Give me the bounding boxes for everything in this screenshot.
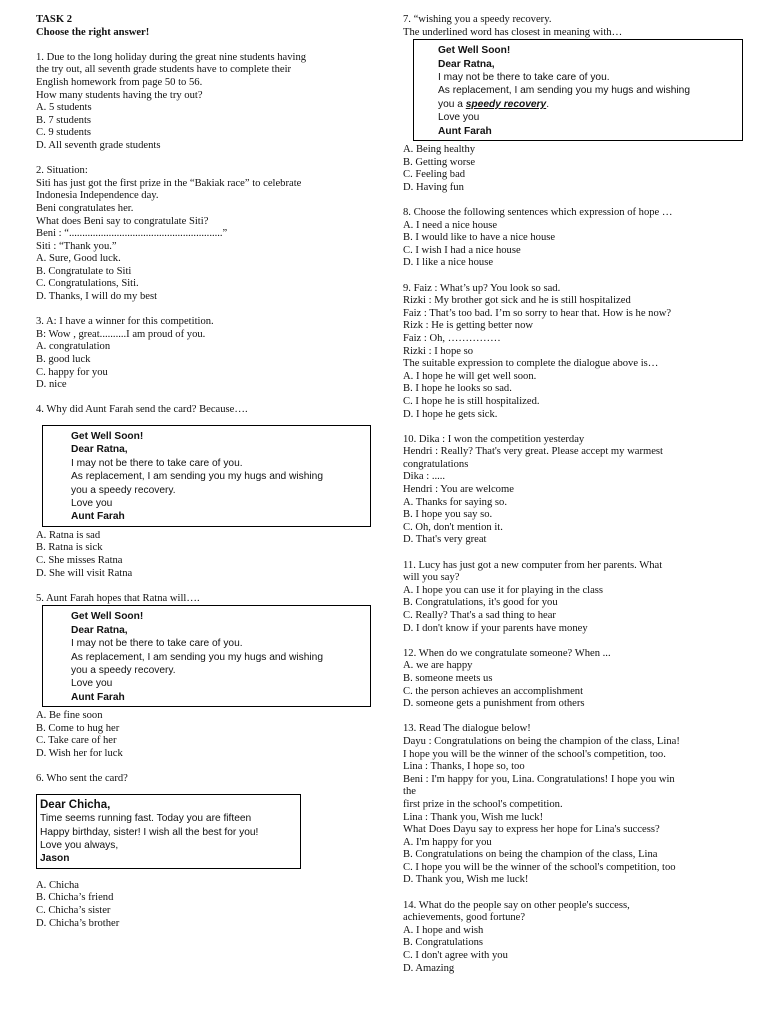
answer-option-a: A. we are happy [403,660,473,672]
question-text: The underlined word has closest in meaning with… [403,26,623,38]
card-signature: Jason [40,853,70,865]
answer-option-d: D. Wish her for luck [36,748,123,760]
answer-option-c: C. happy for you [36,366,108,378]
question-text: 13. Read The dialogue below! [403,723,531,735]
question-text: 5. Aunt Farah hopes that Ratna will…. [36,592,200,604]
question-text: What Does Dayu say to express her hope for Lina's success? [403,824,660,836]
answer-option-a: A. Sure, Good luck. [36,253,121,265]
question-text: Rizki : My brother got sick and he is still hospitalized [403,295,631,307]
answer-option-c: C. I hope he is still hospitalized. [403,395,540,407]
question-text: 14. What do the people say on other people's success, [403,899,630,911]
answer-option-b: B. Congratulate to Siti [36,265,132,277]
card-closing: Love you always, [40,840,119,852]
answer-option-a: A. congratulation [36,341,111,353]
question-text: Indonesia Independence day. [36,190,159,202]
answer-option-a: A. Chicha [36,879,79,891]
question-11 [403,560,743,636]
answer-option-d: D. Thanks, I will do my best [36,291,158,303]
answer-option-a: A. I hope he will get well soon. [403,370,537,382]
question-text: Rizk : He is getting better now [403,320,534,332]
question-text: Siti : “Thank you.” [36,240,117,252]
question-text: 12. When do we congratulate someone? When ... [403,647,611,659]
answer-option-b: B. someone meets us [403,672,493,684]
question-6 [36,773,371,930]
answer-option-b: B. Getting worse [403,156,476,168]
question-text: Rizki : I hope so [403,345,474,357]
question-text: What does Beni say to congratulate Siti? [36,215,209,227]
answer-option-d: D. Having fun [403,181,464,193]
question-text: Faiz : That’s too bad. I’m so sorry to hear that. How is he now? [403,307,672,319]
answer-option-a: A. I hope and wish [403,924,484,936]
answer-option-d: D. nice [36,379,67,391]
answer-option-d: D. Chicha’s brother [36,917,120,929]
question-text: congratulations [403,458,469,470]
card-line: I may not be there to take care of you. [438,72,610,83]
question-4 [36,404,371,580]
answer-option-a: A. Ratna is sad [36,529,101,541]
card-line: I may not be there to take care of you. [71,457,243,469]
get-well-card [413,39,743,141]
card-line: you a speedy recovery. [71,665,176,677]
answer-option-a: A. I hope you can use it for playing in the class [403,584,604,596]
right-column [403,14,743,975]
answer-option-c: C. 9 students [36,127,92,139]
answer-option-c: C. Oh, don't mention it. [403,521,503,533]
question-text: English homework from page 50 to 56. [36,76,203,88]
card-signature: Aunt Farah [438,125,492,137]
answer-option-b: B. I would like to have a nice house [403,232,556,244]
answer-option-a: A. I'm happy for you [403,836,492,848]
answer-option-c: C. the person achieves an accomplishment [403,685,584,697]
card-text: . [546,98,550,110]
question-text: The suitable expression to complete the dialogue above is… [403,358,659,370]
answer-option-c: C. She misses Ratna [36,555,123,567]
question-5 [36,593,371,761]
answer-option-b: B. good luck [36,354,91,366]
task-instruction: Choose the right answer! [36,26,150,38]
question-text: Beni : I'm happy for you, Lina. Congratulations! I hope you win [403,773,675,785]
answer-option-d: D. I like a nice house [403,257,494,269]
question-text: 2. Situation: [36,165,88,177]
question-text: Lina : Thank you, Wish me luck! [403,811,544,823]
question-text: I hope you will be the winner of the school's competition, too. [403,748,666,760]
answer-option-b: B. Congratulations, it's good for you [403,597,558,609]
answer-option-b: B. Congratulations on being the champion of the class, Lina [403,849,658,861]
answer-option-c: C. Take care of her [36,735,117,747]
answer-option-c: C. Feeling bad [403,169,466,181]
question-3 [36,316,371,392]
question-text: Hendri : You are welcome [403,484,514,496]
answer-option-b: B. Come to hug her [36,722,120,734]
question-text: Siti has just got the first prize in the “Bakiak race” to celebrate [36,177,302,189]
task-title: TASK 2 [36,14,73,25]
answer-option-d: D. Amazing [403,962,455,974]
question-text: achievements, good fortune? [403,912,526,924]
question-text: 10. Dika : I won the competition yesterday [403,433,585,445]
question-text: first prize in the school's competition. [403,798,563,810]
question-text: Dika : ..... [403,471,446,483]
answer-option-a: A. Thanks for saying so. [403,496,507,508]
question-text: How many students having the try out? [36,89,203,101]
card-greeting: Dear Ratna, [71,444,128,456]
question-text: 6. Who sent the card? [36,773,128,785]
answer-option-c: C. I don't agree with you [403,950,508,962]
answer-option-c: C. I hope you will be the winner of the school's competition, too [403,861,676,873]
card-title: Get Well Soon! [71,611,144,623]
answer-option-a: A. 5 students [36,102,92,114]
question-text: the try out, all seventh grade students have to complete their [36,64,292,76]
question-2 [36,165,371,304]
answer-option-d: D. She will visit Ratna [36,567,133,579]
question-text: 7. “wishing you a speedy recovery. [403,14,552,25]
card-closing: Love you [438,112,480,124]
answer-option-d: D. Thank you, Wish me luck! [403,874,529,886]
answer-option-a: A. I need a nice house [403,219,498,231]
card-title: Get Well Soon! [438,45,511,57]
answer-option-b: B. 7 students [36,114,92,126]
question-8 [403,207,743,270]
answer-option-a: A. Being healthy [403,144,476,156]
question-text: 9. Faiz : What’s up? You look so sad. [403,282,561,294]
question-text: 4. Why did Aunt Farah send the card? Because…. [36,404,248,416]
answer-option-c: C. I wish I had a nice house [403,244,521,256]
card-line: As replacement, I am sending you my hugs and wishing [71,651,323,663]
card-signature: Aunt Farah [71,511,125,523]
card-signature: Aunt Farah [71,691,125,703]
answer-option-d: D. someone gets a punishment from others [403,698,585,710]
answer-option-c: C. Really? That's a sad thing to hear [403,610,556,621]
question-7 [403,14,743,194]
get-well-card [42,605,371,707]
underlined-phrase: speedy recovery [465,98,547,110]
question-text: 1. Due to the long holiday during the great nine students having [36,51,307,63]
question-1 [36,52,371,153]
card-line: Happy birthday, sister! I wish all the best for you! [40,826,259,838]
get-well-card [42,425,371,527]
card-closing: Love you [71,678,113,690]
question-text: B: Wow , great..........I am proud of you. [36,328,206,340]
answer-option-b: B. I hope he looks so sad. [403,383,512,395]
answer-option-b: B. Congratulations [403,937,484,949]
card-greeting: Dear Ratna, [71,624,128,636]
card-greeting: Dear Chicha, [40,798,111,811]
card-line [438,98,734,111]
question-text: Dayu : Congratulations on being the champion of the class, Lina! [403,735,680,747]
card-line: Time seems running fast. Today you are fifteen [40,813,252,825]
question-text: will you say? [403,572,460,584]
left-column [36,14,371,930]
answer-option-c: C. Congratulations, Siti. [36,278,139,290]
question-text: 3. A: I have a winner for this competition. [36,316,214,328]
question-9 [403,283,743,422]
card-text: you a [438,98,466,110]
answer-option-b: B. Ratna is sick [36,542,103,554]
card-greeting: Dear Ratna, [438,58,495,70]
card-line: you a speedy recovery. [71,484,176,496]
card-closing: Love you [71,498,113,510]
answer-option-c: C. Chicha’s sister [36,905,111,917]
question-text: 11. Lucy has just got a new computer from her parents. What [403,559,663,571]
answer-option-d: D. That's very great [403,534,487,546]
question-text: Lina : Thanks, I hope so, too [403,761,525,773]
birthday-card [36,794,301,869]
question-10 [403,434,743,547]
answer-option-d: D. All seventh grade students [36,139,161,151]
card-line: As replacement, I am sending you my hugs and wishing [71,471,323,483]
question-text: Hendri : Really? That's very great. Please accept my warmest [403,446,663,458]
question-text: Beni congratulates her. [36,202,134,214]
question-text: 8. Choose the following sentences which expression of hope … [403,207,673,218]
question-text: Beni : “..........................................................” [36,228,228,240]
question-13 [403,723,743,887]
question-text: Faiz : Oh, …………… [403,332,501,344]
question-text: the [403,786,416,798]
answer-option-b: B. Chicha’s friend [36,892,114,904]
question-12 [403,648,743,711]
answer-option-b: B. I hope you say so. [403,509,493,521]
card-title: Get Well Soon! [71,431,144,442]
answer-option-a: A. Be fine soon [36,710,103,722]
answer-option-d: D. I hope he gets sick. [403,408,498,420]
question-14 [403,900,743,976]
answer-option-d: D. I don't know if your parents have money [403,622,588,634]
card-line: As replacement, I am sending you my hugs and wishing [438,85,690,97]
card-line: I may not be there to take care of you. [71,638,243,650]
